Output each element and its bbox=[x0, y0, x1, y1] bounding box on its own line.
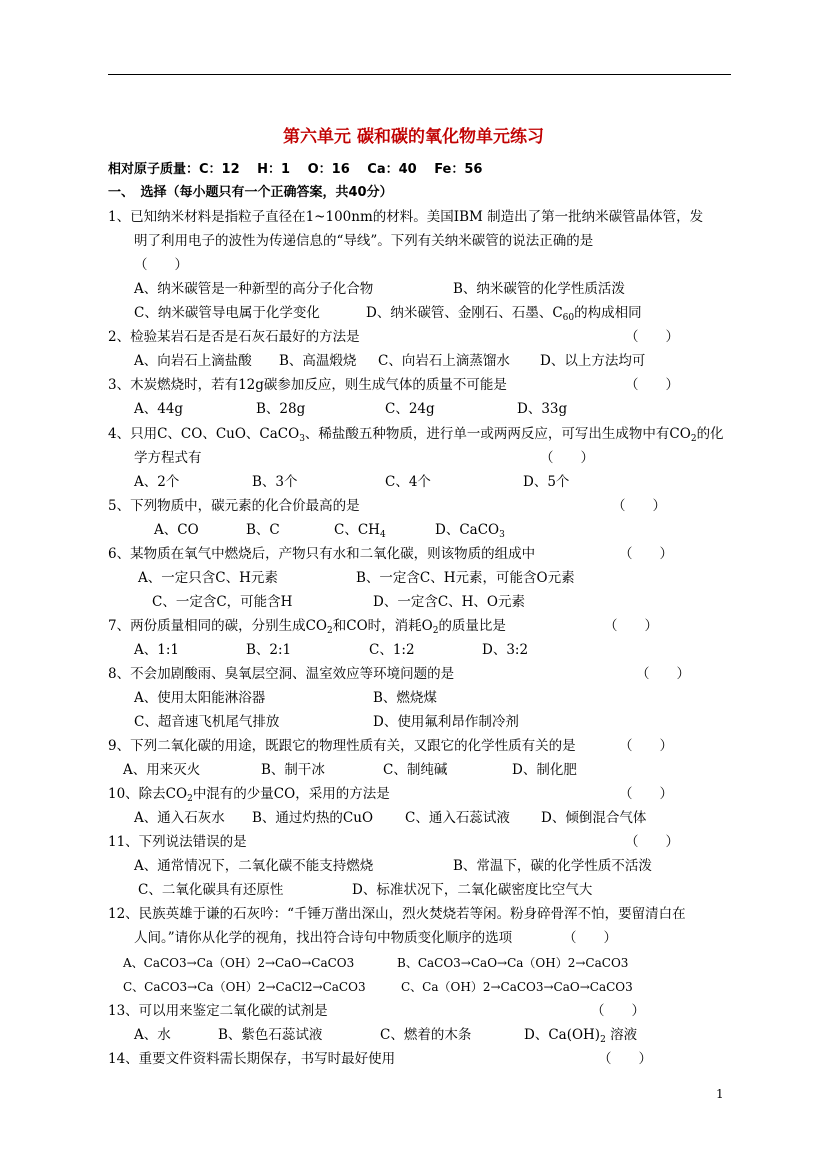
q12-line2: 人间。”请你从化学的视角，找出符合诗句中物质变化顺序的选项 bbox=[134, 930, 513, 946]
q5-option-c-text: C、CH bbox=[334, 522, 380, 538]
q4-option-d: D、5个 bbox=[523, 474, 570, 490]
q1-option-b: B、纳米碳管的化学性质活泼 bbox=[453, 281, 625, 297]
q6-option-d: D、一定含C、H、O元素 bbox=[373, 594, 525, 610]
q4-paren: （ ） bbox=[540, 450, 594, 466]
q5-option-d-sub: 3 bbox=[499, 530, 505, 540]
q7-paren: （ ） bbox=[604, 618, 658, 634]
q1-line2: 明了利用电子的波性为传递信息的“导线”。下列有关纳米碳管的说法正确的是 bbox=[134, 233, 594, 249]
q10-option-a: A、通入石灰水 bbox=[134, 810, 225, 826]
q6-option-a: A、一定只含C、H元素 bbox=[138, 570, 278, 586]
q10-stem-tail: 中混有的少量CO，采用的方法是 bbox=[192, 786, 390, 802]
q7-stem bbox=[108, 616, 506, 636]
q1-option-d bbox=[366, 303, 642, 323]
q7-option-d: D、3:2 bbox=[482, 642, 529, 658]
q11-option-c: C、二氧化碳具有还原性 bbox=[138, 882, 284, 898]
q7-stem-tail: 的质量比是 bbox=[438, 618, 506, 634]
q5-stem: 5、下列物质中，碳元素的化合价最高的是 bbox=[108, 498, 360, 514]
q4-line1-text: 4、只用C、CO、CuO、CaCO bbox=[108, 426, 300, 442]
page-title: 第六单元 碳和碳的氧化物单元练习 bbox=[283, 127, 544, 147]
q13-stem: 13、可以用来鉴定二氧化碳的试剂是 bbox=[108, 1003, 328, 1019]
q1-option-a: A、纳米碳管是一种新型的高分子化合物 bbox=[134, 281, 374, 297]
q10-stem bbox=[108, 784, 390, 804]
q10-stem-text: 10、除去CO bbox=[108, 786, 188, 802]
q11-option-a: A、通常情况下，二氧化碳不能支持燃烧 bbox=[134, 858, 374, 874]
q13-option-b: B、紫色石蕊试液 bbox=[218, 1027, 323, 1043]
q7-stem-sub: 2 bbox=[327, 626, 333, 636]
q13-option-d-tail: 溶液 bbox=[605, 1027, 638, 1043]
q5-option-d-text: D、CaCO bbox=[435, 522, 500, 538]
q4-option-c: C、4个 bbox=[385, 474, 431, 490]
q13-option-c: C、燃着的木条 bbox=[380, 1027, 472, 1043]
q5-option-c-sub: 4 bbox=[379, 530, 386, 540]
q1-paren: （ ） bbox=[134, 257, 188, 273]
q4-line1-sub2: 2 bbox=[690, 434, 697, 444]
q10-paren: （ ） bbox=[619, 786, 673, 802]
q9-stem: 9、下列二氧化碳的用途，既跟它的物理性质有关，又跟它的化学性质有关的是 bbox=[108, 738, 576, 754]
q10-option-c: C、通入石蕊试液 bbox=[405, 810, 510, 826]
q1-option-d-tail: 的构成相同 bbox=[574, 305, 642, 321]
q7-option-a: A、1:1 bbox=[134, 642, 179, 658]
q4-option-a: A、2个 bbox=[134, 474, 180, 490]
q8-option-c: C、超音速飞机尾气排放 bbox=[134, 714, 280, 730]
q12-line1: 12、民族英雄于谦的石灰吟：“千锤万凿出深山，烈火焚烧若等闲。粉身碎骨浑不怕，要留清白在 bbox=[108, 906, 686, 922]
q4-line1-sub: 3 bbox=[299, 434, 305, 444]
q7-stem-text: 7、两份质量相同的碳，分别生成CO bbox=[108, 618, 327, 634]
q7-stem-sub2: 2 bbox=[432, 626, 439, 636]
q6-paren: （ ） bbox=[619, 546, 673, 562]
q11-option-d: D、标准状况下，二氧化碳密度比空气大 bbox=[352, 882, 593, 898]
q7-option-b: B、2:1 bbox=[246, 642, 292, 658]
q5-option-c bbox=[334, 520, 386, 540]
q8-option-a: A、使用太阳能淋浴器 bbox=[134, 690, 266, 706]
q5-option-d bbox=[435, 520, 505, 540]
q12-option-a: A、CaCO3→Ca（OH）2→CaO→CaCO3 bbox=[123, 956, 355, 970]
q14-paren: （ ） bbox=[598, 1051, 652, 1067]
q4-line1-tail: 的化 bbox=[696, 426, 724, 442]
q12-option-c: C、CaCO3→Ca（OH）2→CaCl2→CaCO3 bbox=[123, 980, 366, 994]
q2-option-c: C、向岩石上滴蒸馏水 bbox=[378, 353, 510, 369]
q8-paren: （ ） bbox=[636, 666, 690, 682]
q7-option-c: C、1:2 bbox=[369, 642, 415, 658]
q10-option-b: B、通过灼热的CuO bbox=[252, 810, 374, 826]
q8-option-b: B、燃烧煤 bbox=[373, 690, 437, 706]
q6-option-b: B、一定含C、H元素，可能含O元素 bbox=[356, 570, 575, 586]
q3-stem: 3、木炭燃烧时，若有12g碳参加反应，则生成气体的质量不可能是 bbox=[108, 377, 507, 393]
q3-option-b: B、28g bbox=[256, 401, 306, 417]
q9-option-d: D、制化肥 bbox=[512, 762, 577, 778]
q2-option-d: D、以上方法均可 bbox=[540, 353, 646, 369]
q13-option-a: A、水 bbox=[134, 1027, 171, 1043]
q10-option-d: D、倾倒混合气体 bbox=[541, 810, 647, 826]
q3-option-a: A、44g bbox=[134, 401, 184, 417]
q4-line1 bbox=[108, 424, 724, 444]
q10-stem-sub: 2 bbox=[187, 794, 193, 804]
q12-paren: （ ） bbox=[563, 930, 617, 946]
q13-option-d-sub: 2 bbox=[600, 1035, 606, 1045]
q7-stem-mid: 和CO时，消耗O bbox=[332, 618, 433, 634]
header-rule bbox=[108, 74, 731, 75]
q1-option-d-sub: 60 bbox=[562, 313, 575, 323]
q4-option-b: B、3个 bbox=[252, 474, 298, 490]
q8-option-d: D、使用氟利昂作制冷剂 bbox=[373, 714, 519, 730]
q2-option-b: B、高温煅烧 bbox=[279, 353, 357, 369]
q3-option-d: D、33g bbox=[517, 401, 568, 417]
q14-stem: 14、重要文件资料需长期保存，书写时最好使用 bbox=[108, 1051, 396, 1067]
q13-option-d bbox=[524, 1025, 637, 1045]
q3-paren: （ ） bbox=[625, 377, 679, 393]
q5-option-a: A、CO bbox=[154, 522, 199, 538]
q3-option-c: C、24g bbox=[385, 401, 435, 417]
q6-stem: 6、某物质在氧气中燃烧后，产物只有水和二氧化碳，则该物质的组成中 bbox=[108, 546, 536, 562]
q13-paren: （ ） bbox=[591, 1003, 645, 1019]
q13-option-d-text: D、Ca(OH) bbox=[524, 1027, 601, 1043]
q2-paren: （ ） bbox=[625, 329, 679, 345]
q9-option-a: A、用来灭火 bbox=[123, 762, 201, 778]
q1-option-d-text: D、纳米碳管、金刚石、石墨、C bbox=[366, 305, 563, 321]
q9-option-c: C、制纯碱 bbox=[383, 762, 448, 778]
q5-option-b: B、C bbox=[246, 522, 280, 538]
q9-paren: （ ） bbox=[619, 738, 673, 754]
q11-paren: （ ） bbox=[625, 834, 679, 850]
q8-stem: 8、不会加剧酸雨、臭氧层空洞、温室效应等环境问题的是 bbox=[108, 666, 455, 682]
q2-option-a: A、向岩石上滴盐酸 bbox=[134, 353, 252, 369]
q5-paren: （ ） bbox=[612, 498, 666, 514]
page-number: 1 bbox=[716, 1087, 724, 1101]
q6-option-c: C、一定含C，可能含H bbox=[152, 594, 293, 610]
q2-stem: 2、检验某岩石是否是石灰石最好的方法是 bbox=[108, 329, 360, 345]
q4-line1-mid: 、稀盐酸五种物质，进行单一或两两反应，可写出生成物中有CO bbox=[304, 426, 691, 442]
q1-line1: 1、已知纳米材料是指粒子直径在1~100nm的材料。美国IBM 制造出了第一批纳米碳管晶体管，发 bbox=[108, 209, 704, 225]
q12-option-d: C、Ca（OH）2→CaCO3→CaO→CaCO3 bbox=[401, 980, 633, 994]
atomic-mass-line: 相对原子质量：C：12 H：1 O：16 Ca：40 Fe：56 bbox=[108, 162, 483, 177]
q11-stem: 11、下列说法错误的是 bbox=[108, 834, 247, 850]
section-heading: 一、 选择（每小题只有一个正确答案，共40分） bbox=[108, 185, 393, 200]
q9-option-b: B、制干冰 bbox=[261, 762, 325, 778]
q1-option-c: C、纳米碳管导电属于化学变化 bbox=[134, 305, 320, 321]
q12-option-b: B、CaCO3→CaO→Ca（OH）2→CaCO3 bbox=[397, 956, 629, 970]
q4-line2: 学方程式有 bbox=[134, 450, 202, 466]
q11-option-b: B、常温下，碳的化学性质不活泼 bbox=[453, 858, 652, 874]
